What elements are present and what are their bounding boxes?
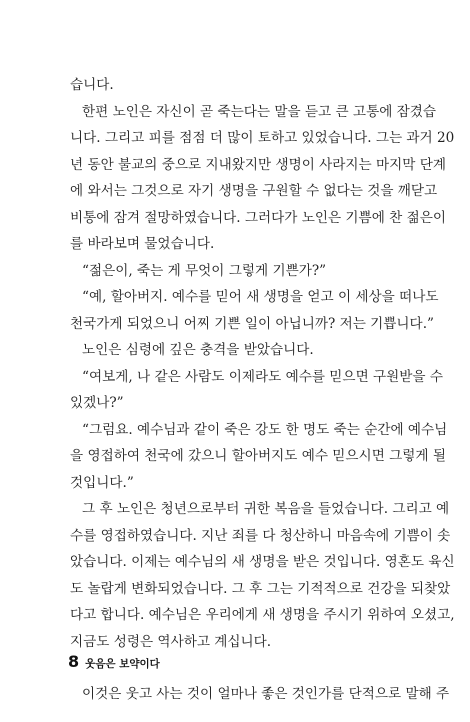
paragraph-answer	[70, 284, 439, 337]
text-line: 년 동안 불교의 중으로 지내왔지만 생명이 사라지는 마지막 단계	[70, 156, 446, 173]
text-line: 이것은 웃고 사는 것이 얼마나 좋은 것인가를 단적으로 말해 주	[82, 686, 450, 702]
paragraph-reply	[70, 417, 448, 497]
text-line: 그 후 노인은 청년으로부터 귀한 복음을 들었습니다. 그리고 예	[82, 501, 450, 517]
text-line: 수를 영접하였습니다. 지난 죄를 다 청산하니 마음속에 기쁨이 솟	[70, 527, 451, 544]
text-line: “예, 할아버지. 예수를 믿어 새 생명을 얻고 이 세상을 떠나도	[82, 289, 439, 305]
text-line: “여보게, 나 같은 사람도 이제라도 예수를 믿으면 구원받을 수	[82, 368, 443, 385]
page-number: 8	[68, 652, 80, 671]
paragraph-ask-salvation	[70, 364, 443, 417]
text-line: 있겠나?”	[70, 395, 124, 411]
text-line: 니다. 그리고 피를 점점 더 많이 토하고 있었습니다. 그는 과거 20	[70, 130, 455, 146]
page-footer	[68, 652, 160, 671]
text-line: 를 바라보며 물었습니다.	[70, 236, 215, 252]
text-line: 도 놀랍게 변화되었습니다. 그 후 그는 기적적으로 건강을 되찾았	[70, 580, 451, 597]
text-line: “젊은이, 죽는 게 무엇이 그렇게 기쁜가?”	[82, 262, 327, 279]
text-line: “그럼요. 예수님과 같이 죽은 강도 한 명도 죽는 순간에 예수님	[82, 421, 448, 438]
paragraph-question	[70, 258, 406, 285]
text-line: 지금도 성령은 역사하고 계십니다.	[70, 633, 272, 650]
text-line: 것입니다.”	[70, 474, 134, 491]
paragraph-conversion	[70, 496, 455, 655]
text-line: 다고 합니다. 예수님은 우리에게 새 생명을 주시기 위하여 오셨고,	[70, 607, 455, 623]
text-line: 에 와서는 그것으로 자기 생명을 구원할 수 없다는 것을 깨닫고	[70, 183, 438, 199]
text-line: 습니다.	[70, 77, 114, 93]
text-line: 았습니다. 이제는 예수님의 새 생명을 받은 것입니다. 영혼도 육신	[70, 554, 455, 570]
text-line: 비통에 잠겨 절망하였습니다. 그러다가 노인은 기쁨에 찬 젊은이	[70, 209, 446, 226]
paragraph-old-man-suffering	[70, 99, 455, 258]
body-text	[70, 72, 455, 708]
running-title: 웃음은 보약이다	[85, 658, 160, 670]
paragraph-continuation	[70, 72, 406, 99]
text-line: 천국가게 되었으니 어찌 기쁜 일이 아닙니까? 저는 기쁩니다.”	[70, 315, 434, 332]
text-line: 노인은 심령에 깊은 충격을 받았습니다.	[82, 342, 314, 358]
text-line: 한편 노인은 자신이 곧 죽는다는 말을 듣고 큰 고통에 잠겼습	[82, 103, 437, 120]
paragraph-shock	[70, 337, 406, 364]
text-line: 을 영접하여 천국에 갔으니 할아버지도 예수 믿으시면 그렇게 될	[70, 448, 446, 464]
paragraph-conclusion	[70, 681, 450, 708]
